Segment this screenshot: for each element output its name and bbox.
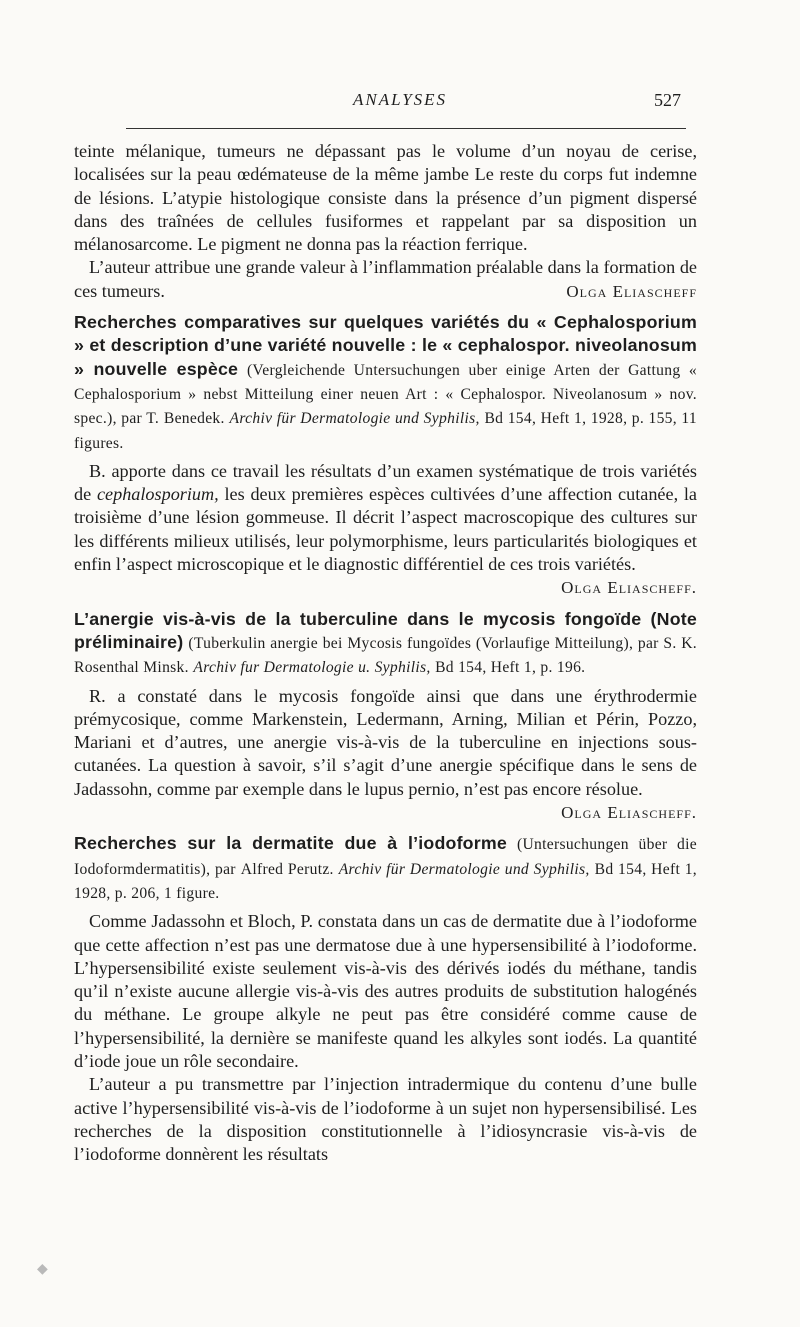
abstract-body: L’auteur a pu transmettre par l’injection intradermique du contenu d’une bulle active l’hypersensibilité vis-à-vis de l’iodoforme à un sujet non hypersensibilisé. Les recherches de la disposition constitutionnelle à l’idiosyncrasie vis-à-vis de l’iodoforme donnèrent les résultats xyxy=(74,1074,697,1165)
reference-text: (Tuberkulin anergie bei Mycosis fungoïdes (Vorlaufige Mitteilung), par S. K. xyxy=(188,634,697,652)
body-text: les deux premières espèces cultivées d’une affection cutanée, la troisième d’une lésion gommeuse. Il décrit l’aspect macroscopique des cultures sur les différents milieux utilisés, leur polymorphisme, leurs particularités biologiques et enfin l’aspect microscopique et le diagnostic différentiel de ces trois variétés. xyxy=(74,484,698,575)
running-header xyxy=(0,90,800,120)
abstract-cephalosporium xyxy=(74,311,697,600)
body-emphasis: cephalosporium, xyxy=(96,484,219,505)
reference-text: (Untersuchungen über die Iodoformdermatitis), par xyxy=(74,836,697,878)
paragraph xyxy=(74,256,697,303)
text-column xyxy=(74,140,697,1166)
reference-text: (Vergleichende Untersuchungen uber einige Arten der Gattung « Cephalosporium » nebst Mitteilung einer neuen Art : « Cephalospor. Niveolanosum » nov. spec.), par T. xyxy=(74,361,698,428)
abstract-body: Comme Jadassohn et Bloch, P. constata dans un cas de dermatite due à l’iodoforme que cette affection n’est pas une dermatose due à une hypersensibilité à l’iodoforme. L’hypersensibilité existe seulement vis-à-vis des dérivés iodés du méthane, tandis qu’il n’existe aucune allergie vis-à-vis des autres produits de substitution halogénés du méthane. Le groupe alkyle ne peut pas être considéré comme cause de l’hypersensibilité, la dernière se manifeste quand les alkyles sont iodés. La quantité d’iode joue un rôle secondaire. xyxy=(74,911,697,1071)
reference-author: Alfred Perutz. xyxy=(240,860,334,878)
spacer xyxy=(74,600,697,608)
abstract-tuberculine xyxy=(74,608,697,825)
reference-details: Bd 154, Heft 1, 1928, p. 206, 1 figure. xyxy=(74,860,698,902)
journal-name: Archiv fur Dermatologie u. Syphilis, xyxy=(193,659,431,677)
article-title: Recherches sur la dermatite due à l’iodoforme xyxy=(74,833,507,854)
abstract-heading xyxy=(74,311,697,455)
running-title: ANALYSES xyxy=(352,90,448,109)
continued-paragraph: teinte mélanique, tumeurs ne dépassant pas le volume d’un noyau de cerise, localisées sur la peau œdémateuse de la même jambe Le reste du corps fut indemne de lésions. L’atypie histologique consiste dans la présence d’un pigment dispersé dans des traînées de cellules fusiformes et rappelant par sa disposition un mélanosarcome. Le pigment ne donna pas la réaction ferrique. xyxy=(74,141,697,255)
article-title: L’anergie vis-à-vis de la tuberculine dans le mycosis fongoïde (Note préliminaire) xyxy=(74,608,697,652)
spacer xyxy=(74,824,697,832)
paragraph-text: L’auteur attribue une grande valeur à l’inflammation préalable dans la formation de ces tumeurs. xyxy=(74,257,697,301)
printer-ornament-icon: ◆ xyxy=(37,1262,48,1277)
reference-details: Bd 154, Heft 1, 1928, p. 155, 11 figures. xyxy=(74,410,698,452)
abstract-heading xyxy=(74,608,697,680)
abstract-iodoforme xyxy=(74,832,697,1166)
reference-details: Bd 154, Heft 1, p. 196. xyxy=(435,659,586,677)
header-rule xyxy=(126,128,686,129)
author-signature: Olga Eliascheff. xyxy=(561,803,697,823)
reference-author: Rosenthal Minsk. xyxy=(74,659,189,677)
body-text: B. apporte dans ce travail les résultats d’un examen systématique de trois variétés de xyxy=(74,460,697,505)
abstract-heading xyxy=(74,832,697,905)
article-title: Recherches comparatives sur quelques variétés du « Cephalosporium » et description d’une variété nouvelle : le « cephalospor. niveolanosum » nouvelle espèce xyxy=(74,312,697,379)
author-signature: Olga Eliascheff. xyxy=(561,578,697,598)
abstract-body xyxy=(74,460,697,576)
reference-author: Benedek. xyxy=(163,410,225,428)
spacer xyxy=(74,303,697,311)
abstract-body: R. a constaté dans le mycosis fongoïde ainsi que dans une érythrodermie prémycosique, comme Markenstein, Ledermann, Arning, Milian et Périn, Pozzo, Mariani et d’autres, une anergie vis-à-vis de la tuberculine en injections sous-cutanées. La question à savoir, s’il s’agit d’une anergie spécifique dans le sens de Jadassohn, comme par exemple dans le lupus pernio, n’est pas encore résolue. xyxy=(74,685,697,799)
journal-name: Archiv für Dermatologie und Syphilis, xyxy=(338,860,590,878)
author-signature: Olga Eliascheff xyxy=(566,281,697,301)
page-number: 527 xyxy=(654,90,681,110)
journal-name: Archiv für Dermatologie und Syphilis, xyxy=(229,410,480,428)
